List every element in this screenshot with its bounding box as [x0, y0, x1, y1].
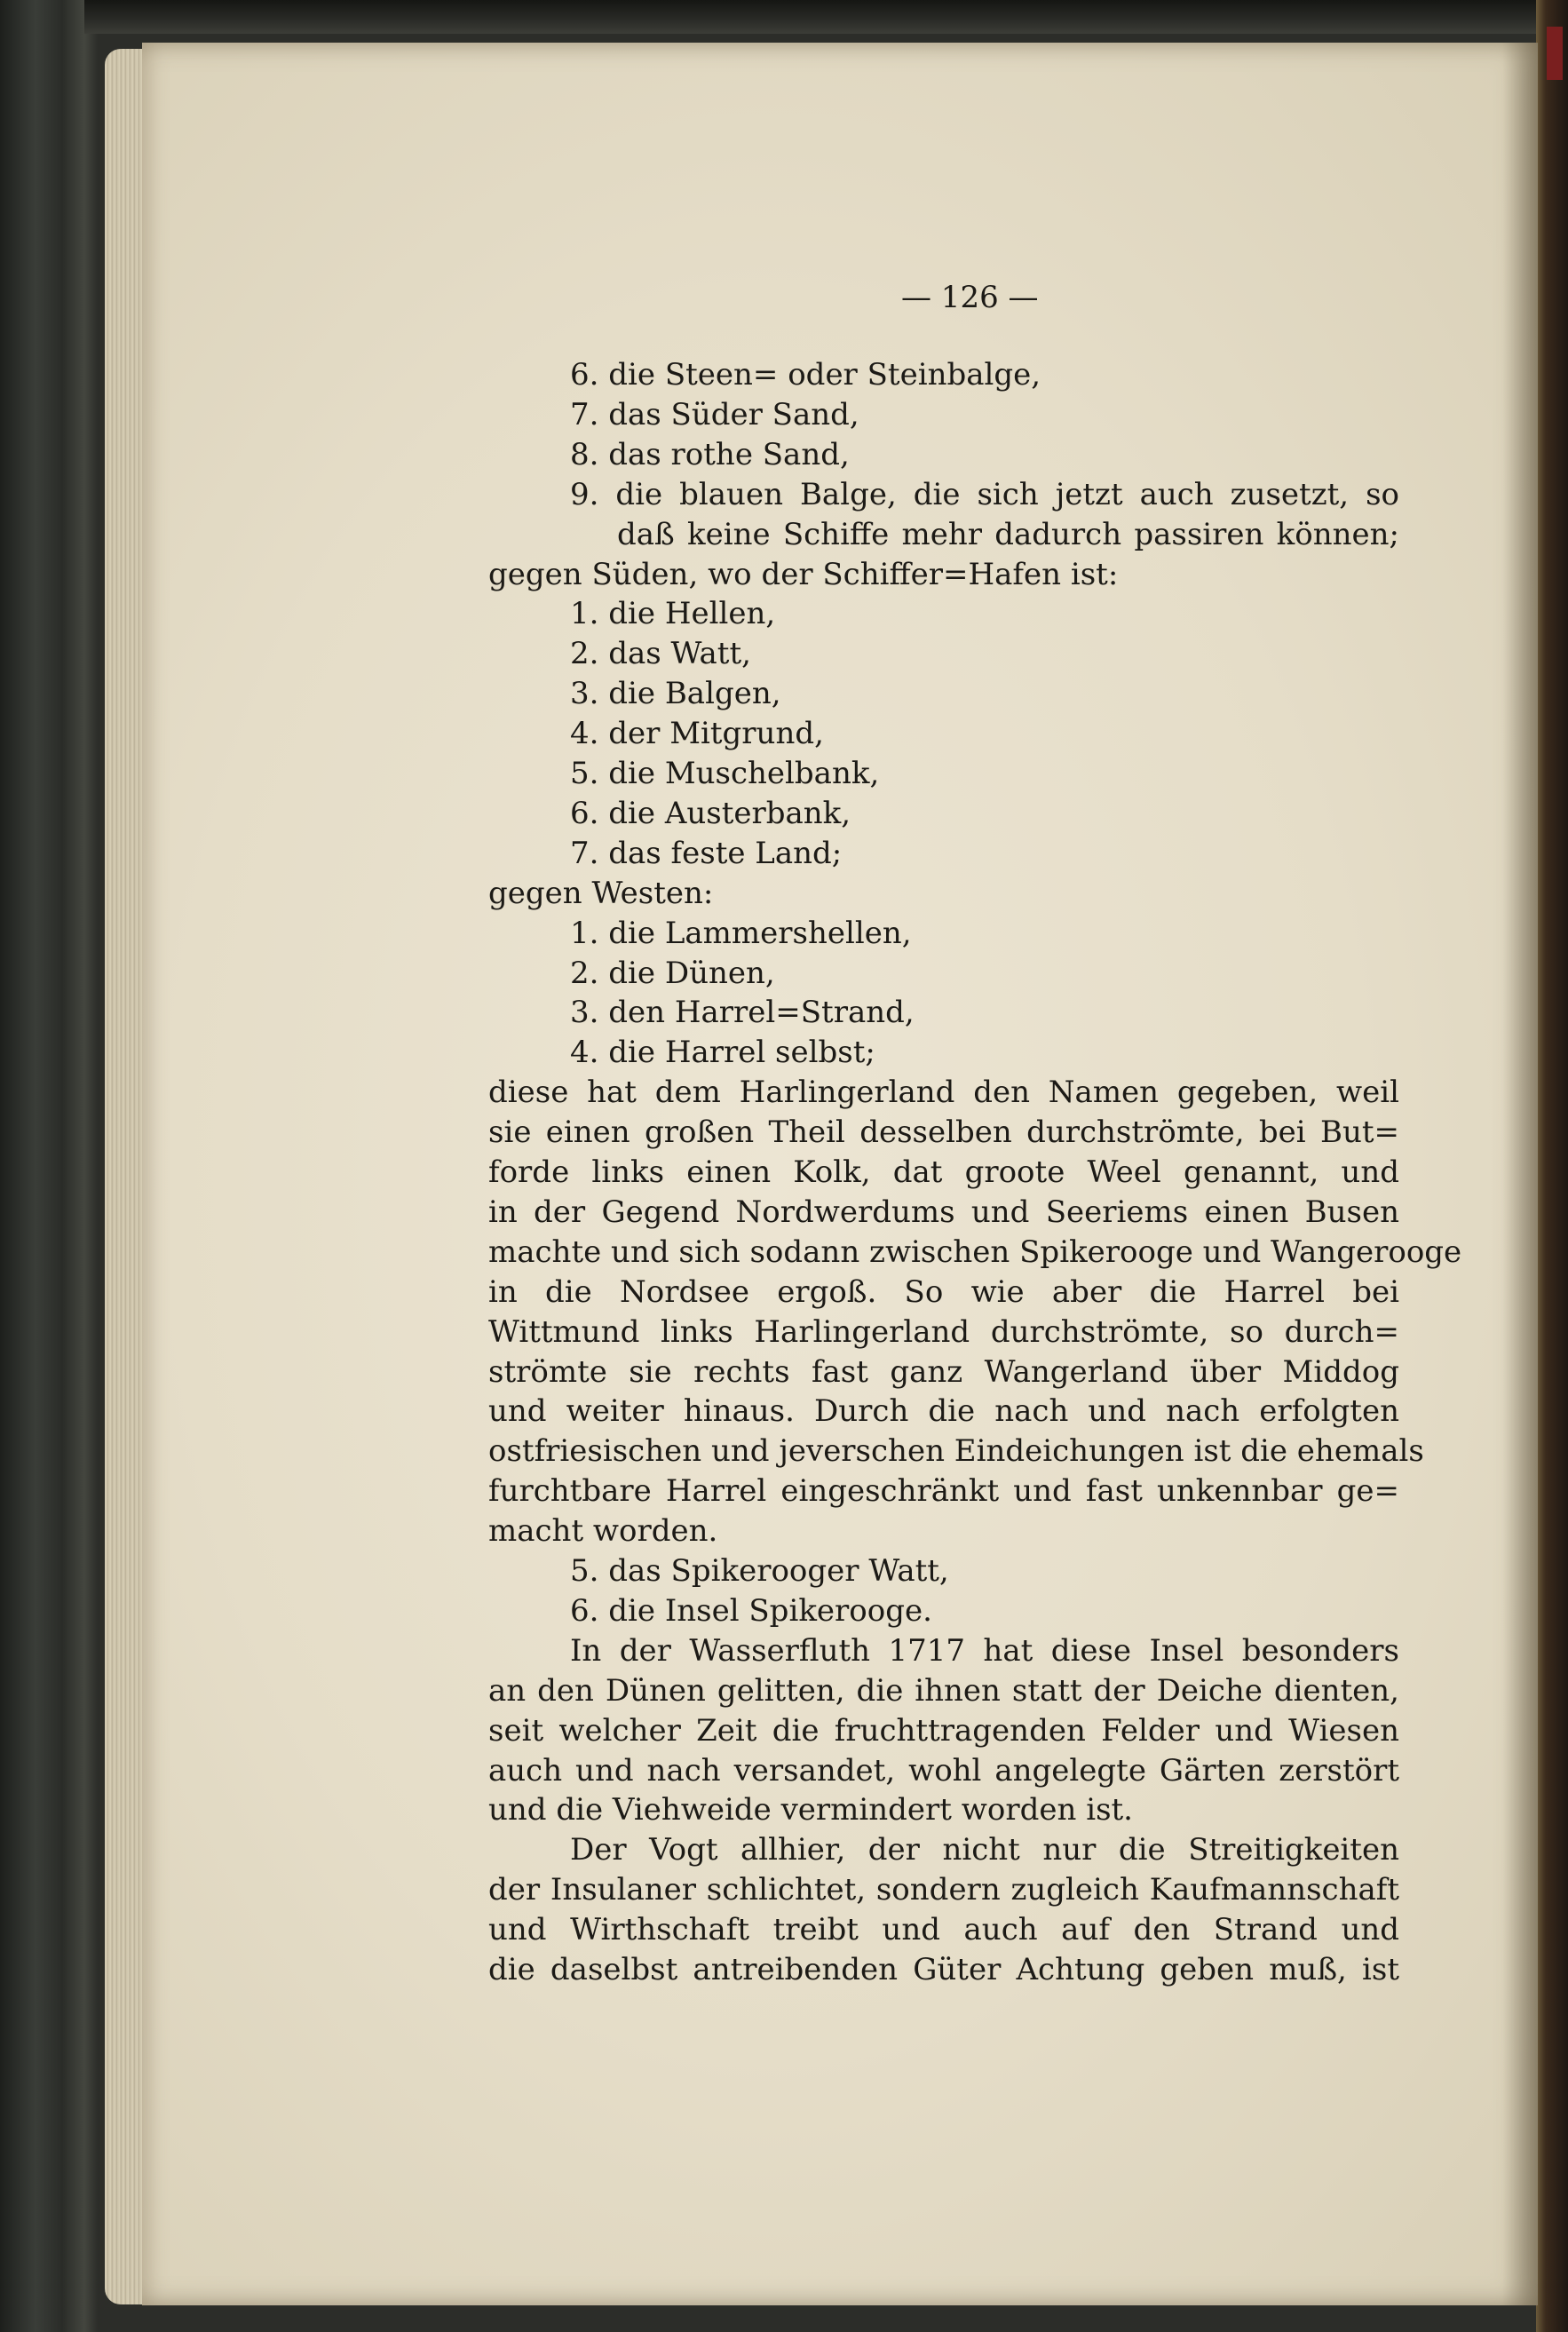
text-line: diese hat dem Harlingerland den Namen gegeben, weil: [488, 1075, 1399, 1111]
text-line: 3. den Harrel=Strand,: [570, 995, 915, 1031]
text-line: 2. das Watt,: [570, 636, 751, 672]
text-line: 1. die Lammershellen,: [570, 915, 912, 951]
text-line: 9. die blauen Balge, die sich jetzt auch zusetzt, so: [570, 476, 1399, 512]
cover-top-edge: [84, 0, 1568, 34]
text-line: 8. das rothe Sand,: [570, 436, 850, 472]
text-line: furchtbare Harrel eingeschränkt und fast unkennbar ge=: [488, 1473, 1399, 1510]
text-line: 1. die Hellen,: [570, 596, 776, 632]
text-line: 5. die Muschelbank,: [570, 756, 880, 791]
page-gutter-shadow: [1502, 43, 1538, 2305]
text-line: 6. die Austerbank,: [570, 795, 851, 831]
text-line: und Wirthschaft treibt und auch auf den Strand und: [488, 1912, 1399, 1948]
text-line: 6. die Insel Spikerooge.: [570, 1592, 932, 1629]
text-line: 4. der Mitgrund,: [570, 716, 824, 752]
text-line: In der Wasserfluth 1717 hat diese Insel besonders: [570, 1632, 1399, 1669]
text-line: seit welcher Zeit die fruchttragenden Felder und Wiesen: [488, 1712, 1399, 1749]
text-line: Wittmund links Harlingerland durchströmte, so durch=: [488, 1313, 1399, 1350]
text-line: und die Viehweide vermindert worden ist.: [488, 1792, 1133, 1828]
text-line: an den Dünen gelitten, die ihnen statt der Deiche dienten,: [488, 1672, 1399, 1709]
text-line: die daselbst antreibenden Güter Achtung geben muß, ist: [488, 1952, 1399, 1987]
text-line: 3. die Balgen,: [570, 676, 781, 712]
text-line: 7. das feste Land;: [570, 835, 843, 871]
text-line: 4. die Harrel selbst;: [570, 1035, 875, 1071]
text-line: auch und nach versandet, wohl angelegte Gärten zerstört: [488, 1752, 1399, 1789]
text-line: sie einen großen Theil desselben durchströmte, bei But=: [488, 1114, 1399, 1151]
text-line: machte und sich sodann zwischen Spikerooge und Wangerooge: [488, 1233, 1462, 1270]
text-line: der Insulaner schlichtet, sondern zugleich Kaufmannschaft: [488, 1872, 1399, 1908]
text-line: 2. die Dünen,: [570, 955, 775, 991]
red-page-edge: [1547, 27, 1563, 80]
text-line: 7. das Süder Sand,: [570, 396, 859, 432]
text-line: strömte sie rechts fast ganz Wangerland über Middog: [488, 1353, 1399, 1390]
cover-right-edge: [1536, 0, 1568, 2332]
text-line: ostfriesischen und jeverschen Eindeichungen ist die ehemals: [488, 1433, 1424, 1470]
text-line: gegen Süden, wo der Schiffer=Hafen ist:: [488, 556, 1119, 592]
text-line: forde links einen Kolk, dat groote Weel genannt, und: [488, 1154, 1399, 1190]
text-line: und weiter hinaus. Durch die nach und nach erfolgten: [488, 1393, 1399, 1430]
text-line: Der Vogt allhier, der nicht nur die Streitigkeiten: [570, 1832, 1399, 1868]
text-line: in der Gegend Nordwerdums und Seeriems einen Busen: [488, 1194, 1399, 1230]
text-line: 5. das Spikerooger Watt,: [570, 1553, 949, 1589]
text-line: daß keine Schiffe mehr dadurch passiren können;: [617, 516, 1399, 552]
text-line: macht worden.: [488, 1513, 718, 1550]
text-line: gegen Westen:: [488, 875, 714, 911]
text-line: 6. die Steen= oder Steinbalge,: [570, 357, 1041, 393]
text-line: in die Nordsee ergoß. So wie aber die Harrel bei: [488, 1273, 1399, 1310]
page-number: — 126 —: [901, 280, 1039, 315]
